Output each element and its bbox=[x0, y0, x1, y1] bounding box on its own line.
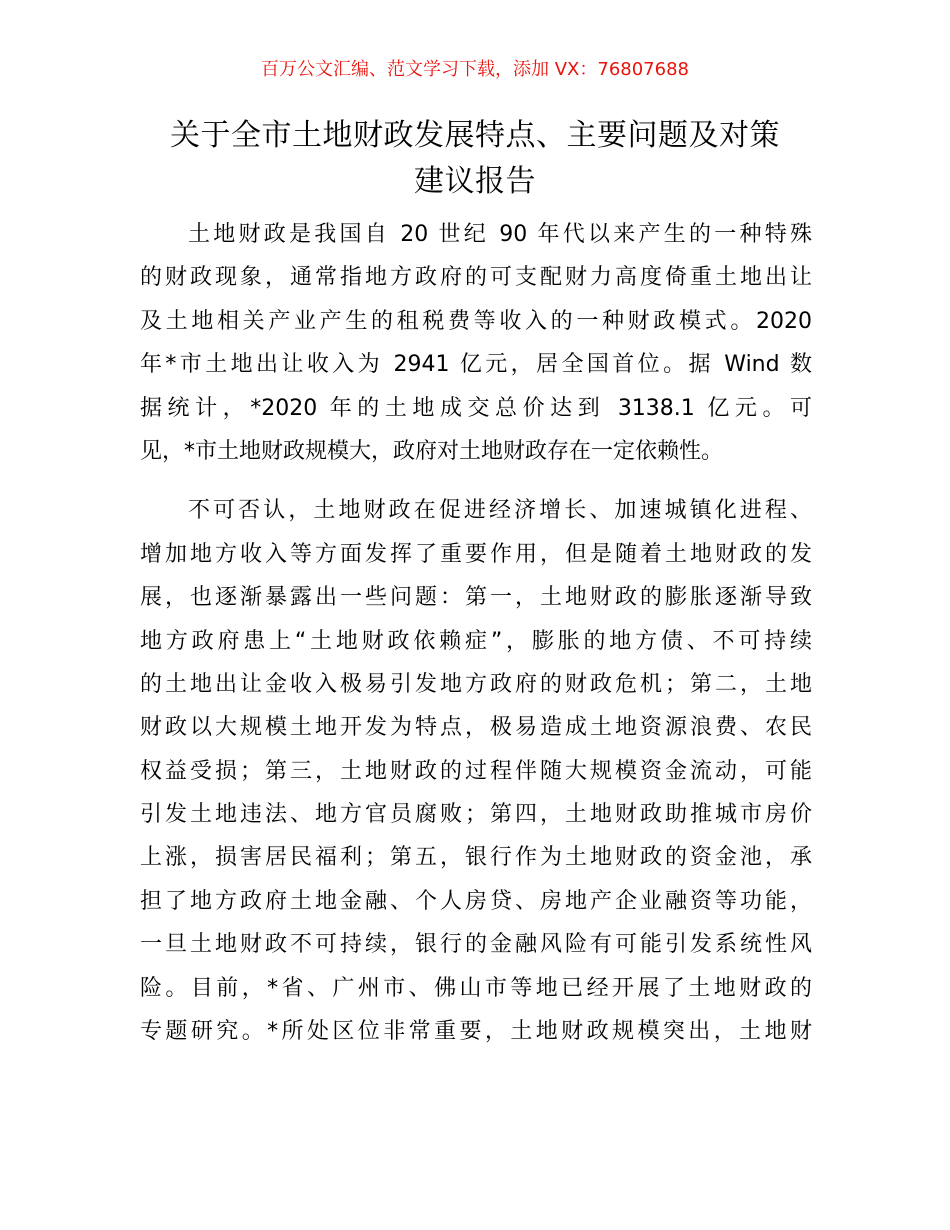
text-line: 权益受损；第三，土地财政的过程伴随大规模资金流动，可能 bbox=[140, 758, 812, 784]
text-line: 及土地相关产业产生的租税费等收入的一种财政模式。2020 bbox=[140, 308, 812, 334]
title-line-1: 关于全市土地财政发展特点、主要问题及对策 bbox=[170, 118, 780, 153]
paragraph-1 bbox=[140, 213, 812, 473]
document-title bbox=[100, 113, 850, 205]
text-line: 险。目前，*省、广州市、佛山市等地已经开展了土地财政的 bbox=[140, 975, 812, 1001]
text-line: 专题研究。*所处区位非常重要，土地财政规模突出，土地财 bbox=[140, 1019, 812, 1045]
text-line: 土地财政是我国自 20 世纪 90 年代以来产生的一种特殊 bbox=[188, 222, 812, 247]
text-line: 增加地方收入等方面发挥了重要作用，但是随着土地财政的发 bbox=[140, 541, 812, 567]
text-line: 年*市土地出让收入为 2941 亿元，居全国首位。据 Wind 数 bbox=[140, 352, 812, 378]
text-line: 的土地出让金收入极易引发地方政府的财政危机；第二，土地 bbox=[140, 671, 812, 697]
text-line: 见，*市土地财政规模大，政府对土地财政存在一定依赖性。 bbox=[140, 438, 724, 464]
text-line: 不可否认，土地财政在促进经济增长、加速城镇化进程、 bbox=[188, 498, 812, 524]
text-line: 展，也逐渐暴露出一些问题：第一，土地财政的膨胀逐渐导致 bbox=[140, 585, 812, 611]
document-body bbox=[140, 213, 812, 1069]
text-line: 据统计，*2020 年的土地成交总价达到 3138.1 亿元。可 bbox=[140, 395, 812, 421]
text-line: 的财政现象，通常指地方政府的可支配财力高度倚重土地出让 bbox=[140, 265, 812, 291]
text-line: 一旦土地财政不可持续，银行的金融风险有可能引发系统性风 bbox=[140, 932, 812, 958]
text-line: 担了地方政府土地金融、个人房贷、房地产企业融资等功能， bbox=[140, 888, 812, 914]
title-line-2: 建议报告 bbox=[414, 164, 536, 199]
text-line: 地方政府患上“土地财政依赖症”，膨胀的地方债、不可持续 bbox=[140, 628, 812, 654]
promo-header: 百万公文汇编、范文学习下载，添加 VX：76807688 bbox=[261, 59, 689, 80]
paragraph-2 bbox=[140, 489, 812, 1053]
text-line: 引发土地违法、地方官员腐败；第四，土地财政助推城市房价 bbox=[140, 802, 812, 828]
text-line: 财政以大规模土地开发为特点，极易造成土地资源浪费、农民 bbox=[140, 715, 812, 741]
text-line: 上涨，损害居民福利；第五，银行作为土地财政的资金池，承 bbox=[140, 845, 812, 871]
